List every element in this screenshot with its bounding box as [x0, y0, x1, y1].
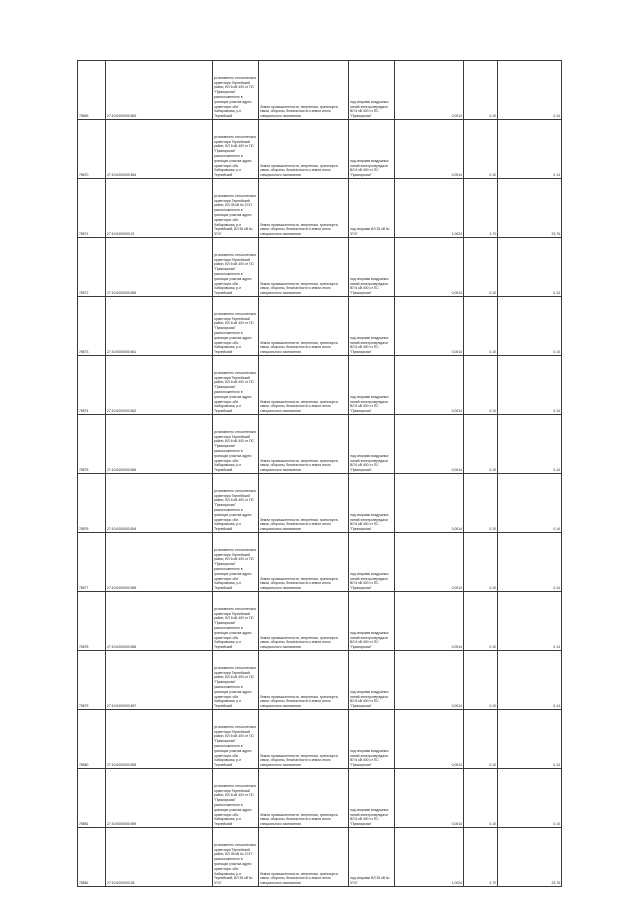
- cell-code: 27:10:0000000:561: [106, 297, 213, 356]
- cell-category: Земли промышленности, энергетики, транспорта, связи, обороны, безопасности и земли иного специального назначения: [259, 179, 349, 238]
- cell-val1: 2,70: [464, 179, 498, 238]
- cell-location: установлено относительно ориентира Тернейский район, ВЛ 35 кВ № 3747 расположенного в границах участка адрес ориентира: обл. Хабаровская, р-н Тернейский, ВЛ 35 кВ № 3747: [213, 828, 259, 887]
- cell-use: под опорами воздушных линий электропередачи ВЛ 6 кВ 400 от ПС "Приморская": [349, 238, 395, 297]
- cell-area: 0,0014: [395, 474, 464, 533]
- cell-location: установлено относительно ориентира Тернейский район, ВЛ 6 кВ 400 от ПС "Приморская" расположенного в границах участка адрес ориентира: обл. Хабаровская, р-н Тернейский: [213, 61, 259, 120]
- cell-val2: 0,14: [498, 415, 562, 474]
- cell-num: 78576: [78, 474, 106, 533]
- cell-category: Земли промышленности, энергетики, транспорта, связи, обороны, безопасности и земли иного специального назначения: [259, 828, 349, 887]
- table-row: [78, 592, 562, 651]
- cell-category: Земли промышленности, энергетики, транспорта, связи, обороны, безопасности и земли иного специального назначения: [259, 651, 349, 710]
- cell-code: 27:10:0000000:22: [106, 179, 213, 238]
- cell-use: под опорами воздушных линий электропередачи ВЛ 6 кВ 400 от ПС "Приморская": [349, 297, 395, 356]
- cell-code: 27:10:0000000:565: [106, 238, 213, 297]
- cell-category: Земли промышленности, энергетики, транспорта, связи, обороны, безопасности и земли иного специального назначения: [259, 415, 349, 474]
- cell-val1: 0,10: [464, 61, 498, 120]
- cell-use: под опорами воздушных линий электропередачи ВЛ 6 кВ 400 от ПС "Приморская": [349, 769, 395, 828]
- cell-val2: 0,14: [498, 533, 562, 592]
- cell-val2: 0,14: [498, 710, 562, 769]
- cell-val2: 0,14: [498, 356, 562, 415]
- cell-use: под опорами ВЛ 35 кВ № 3747: [349, 828, 395, 887]
- cell-num: 78578: [78, 592, 106, 651]
- cell-category: Земли промышленности, энергетики, транспорта, связи, обороны, безопасности и земли иного специального назначения: [259, 238, 349, 297]
- cell-area: 0,0014: [395, 356, 464, 415]
- cell-code: 27:10:0000000:558: [106, 710, 213, 769]
- cell-category: Земли промышленности, энергетики, транспорта, связи, обороны, безопасности и земли иного специального назначения: [259, 297, 349, 356]
- cell-num: 78573: [78, 297, 106, 356]
- cell-code: 27:10:0000000:557: [106, 651, 213, 710]
- cell-num: 78581: [78, 769, 106, 828]
- cell-code: 27:10:0000000:566: [106, 415, 213, 474]
- cell-use: под опорами воздушных линий электропередачи ВЛ 6 кВ 400 от ПС "Приморская": [349, 710, 395, 769]
- cell-val1: 0,10: [464, 651, 498, 710]
- cell-num: 78569: [78, 61, 106, 120]
- cell-num: 78570: [78, 120, 106, 179]
- cell-use: под опорами воздушных линий электропередачи ВЛ 6 кВ 400 от ПС "Приморская": [349, 61, 395, 120]
- cell-location: установлено относительно ориентира Тернейский район, ВЛ 6 кВ 400 от ПС "Приморская" расположенного в границах участка адрес ориентира: обл. Хабаровская, р-н Тернейский: [213, 651, 259, 710]
- cell-location: установлено относительно ориентира Тернейский район, ВЛ 6 кВ 400 от ПС "Приморская" расположенного в границах участка адрес ориентира: обл. Хабаровская, р-н Тернейский: [213, 238, 259, 297]
- cell-val1: 0,10: [464, 120, 498, 179]
- table-row: [78, 710, 562, 769]
- table-row: [78, 297, 562, 356]
- cell-code: 27:10:0000000:554: [106, 474, 213, 533]
- cell-code: 27:10:0000000:556: [106, 592, 213, 651]
- cell-use: под опорами воздушных линий электропередачи ВЛ 6 кВ 400 от ПС "Приморская": [349, 356, 395, 415]
- cell-val1: 0,10: [464, 474, 498, 533]
- cell-val1: 0,10: [464, 769, 498, 828]
- cell-num: 78582: [78, 828, 106, 887]
- cell-code: 27:10:0000000:564: [106, 120, 213, 179]
- table-row: [78, 769, 562, 828]
- table-row: [78, 651, 562, 710]
- cell-num: 78574: [78, 356, 106, 415]
- cell-val2: 0,14: [498, 474, 562, 533]
- cell-area: 0,0014: [395, 415, 464, 474]
- cell-code: 27:10:0000000:562: [106, 356, 213, 415]
- cell-num: 78572: [78, 238, 106, 297]
- cell-val1: 0,10: [464, 238, 498, 297]
- table-row: [78, 179, 562, 238]
- cell-category: Земли промышленности, энергетики, транспорта, связи, обороны, безопасности и земли иного специального назначения: [259, 592, 349, 651]
- cell-val1: 0,10: [464, 533, 498, 592]
- table-row: [78, 120, 562, 179]
- cell-val2: 0,14: [498, 651, 562, 710]
- cell-val2: 0,14: [498, 238, 562, 297]
- table-row: [78, 238, 562, 297]
- cell-code: 27:10:0000000:555: [106, 533, 213, 592]
- cell-use: под опорами воздушных линий электропередачи ВЛ 6 кВ 400 от ПС "Приморская": [349, 474, 395, 533]
- cell-val2: 0,14: [498, 120, 562, 179]
- cell-val2: 0,14: [498, 297, 562, 356]
- cell-category: Земли промышленности, энергетики, транспорта, связи, обороны, безопасности и земли иного специального назначения: [259, 769, 349, 828]
- cell-category: Земли промышленности, энергетики, транспорта, связи, обороны, безопасности и земли иного специального назначения: [259, 533, 349, 592]
- cell-val1: 0,10: [464, 710, 498, 769]
- cell-area: 0,0014: [395, 61, 464, 120]
- table-row: [78, 828, 562, 887]
- cell-category: Земли промышленности, энергетики, транспорта, связи, обороны, безопасности и земли иного специального назначения: [259, 710, 349, 769]
- cell-code: 27:10:0000000:563: [106, 61, 213, 120]
- cell-code: 27:10:0000000:28: [106, 828, 213, 887]
- cell-location: установлено относительно ориентира Тернейский район, ВЛ 6 кВ 400 от ПС "Приморская" расположенного в границах участка адрес ориентира: обл. Хабаровская, р-н Тернейский: [213, 356, 259, 415]
- cell-area: 0,0014: [395, 238, 464, 297]
- cell-use: под опорами воздушных линий электропередачи ВЛ 6 кВ 400 от ПС "Приморская": [349, 592, 395, 651]
- registry-body: [78, 61, 562, 887]
- cell-location: установлено относительно ориентира Тернейский район, ВЛ 6 кВ 400 от ПС "Приморская" расположенного в границах участка адрес ориентира: обл. Хабаровская, р-н Тернейский: [213, 474, 259, 533]
- cell-val2: 23,76: [498, 179, 562, 238]
- table-row: [78, 356, 562, 415]
- cell-num: 78580: [78, 710, 106, 769]
- cell-num: 78577: [78, 533, 106, 592]
- land-registry-table: [77, 60, 562, 887]
- cell-num: 78579: [78, 651, 106, 710]
- cell-val2: 0,14: [498, 769, 562, 828]
- cell-area: 0,0014: [395, 592, 464, 651]
- cell-category: Земли промышленности, энергетики, транспорта, связи, обороны, безопасности и земли иного специального назначения: [259, 474, 349, 533]
- cell-val1: 0,10: [464, 297, 498, 356]
- cell-location: установлено относительно ориентира Тернейский район, ВЛ 6 кВ 400 от ПС "Приморская" расположенного в границах участка адрес ориентира: обл. Хабаровская, р-н Тернейский: [213, 769, 259, 828]
- cell-area: 0,0014: [395, 120, 464, 179]
- cell-category: Земли промышленности, энергетики, транспорта, связи, обороны, безопасности и земли иного специального назначения: [259, 120, 349, 179]
- cell-area: 0,0014: [395, 651, 464, 710]
- cell-area: 1,0024: [395, 179, 464, 238]
- cell-category: Земли промышленности, энергетики, транспорта, связи, обороны, безопасности и земли иного специального назначения: [259, 356, 349, 415]
- cell-location: установлено относительно ориентира Тернейский район, ВЛ 6 кВ 400 от ПС "Приморская" расположенного в границах участка адрес ориентира: обл. Хабаровская, р-н Тернейский: [213, 415, 259, 474]
- cell-location: установлено относительно ориентира Тернейский район, ВЛ 6 кВ 400 от ПС "Приморская" расположенного в границах участка адрес ориентира: обл. Хабаровская, р-н Тернейский: [213, 297, 259, 356]
- cell-category: Земли промышленности, энергетики, транспорта, связи, обороны, безопасности и земли иного специального назначения: [259, 61, 349, 120]
- cell-use: под опорами воздушных линий электропередачи ВЛ 6 кВ 400 от ПС "Приморская": [349, 120, 395, 179]
- cell-location: установлено относительно ориентира Тернейский район, ВЛ 6 кВ 400 от ПС "Приморская" расположенного в границах участка адрес ориентира: обл. Хабаровская, р-н Тернейский: [213, 533, 259, 592]
- cell-location: установлено относительно ориентира Тернейский район, ВЛ 6 кВ 400 от ПС "Приморская" расположенного в границах участка адрес ориентира: обл. Хабаровская, р-н Тернейский: [213, 710, 259, 769]
- cell-area: 0,0014: [395, 533, 464, 592]
- cell-val2: 0,14: [498, 61, 562, 120]
- cell-num: 78571: [78, 179, 106, 238]
- table-row: [78, 415, 562, 474]
- cell-area: 1,0024: [395, 828, 464, 887]
- cell-use: под опорами ВЛ 35 кВ № 3747: [349, 179, 395, 238]
- cell-num: 78575: [78, 415, 106, 474]
- cell-area: 0,0014: [395, 769, 464, 828]
- cell-use: под опорами воздушных линий электропередачи ВЛ 6 кВ 400 от ПС "Приморская": [349, 533, 395, 592]
- table-row: [78, 61, 562, 120]
- cell-location: установлено относительно ориентира Тернейский район, ВЛ 6 кВ 400 от ПС "Приморская" расположенного в границах участка адрес ориентира: обл. Хабаровская, р-н Тернейский: [213, 120, 259, 179]
- cell-val1: 0,10: [464, 592, 498, 651]
- cell-area: 0,0014: [395, 710, 464, 769]
- cell-area: 0,0014: [395, 297, 464, 356]
- cell-use: под опорами воздушных линий электропередачи ВЛ 6 кВ 400 от ПС "Приморская": [349, 415, 395, 474]
- cell-val1: 2,70: [464, 828, 498, 887]
- cell-use: под опорами воздушных линий электропередачи ВЛ 6 кВ 400 от ПС "Приморская": [349, 651, 395, 710]
- cell-val1: 0,10: [464, 415, 498, 474]
- cell-code: 27:10:0000000:559: [106, 769, 213, 828]
- cell-val2: 0,14: [498, 592, 562, 651]
- cell-location: установлено относительно ориентира Тернейский район, ВЛ 6 кВ 400 от ПС "Приморская" расположенного в границах участка адрес ориентира: обл. Хабаровская, р-н Тернейский: [213, 592, 259, 651]
- cell-val1: 0,10: [464, 356, 498, 415]
- cell-location: установлено относительно ориентира Тернейский район, ВЛ 35 кВ № 3747 расположенного в границах участка адрес ориентира: обл. Хабаровская, р-н Тернейский, ВЛ 35 кВ № 3747: [213, 179, 259, 238]
- cell-val2: 23,76: [498, 828, 562, 887]
- table-row: [78, 533, 562, 592]
- table-row: [78, 474, 562, 533]
